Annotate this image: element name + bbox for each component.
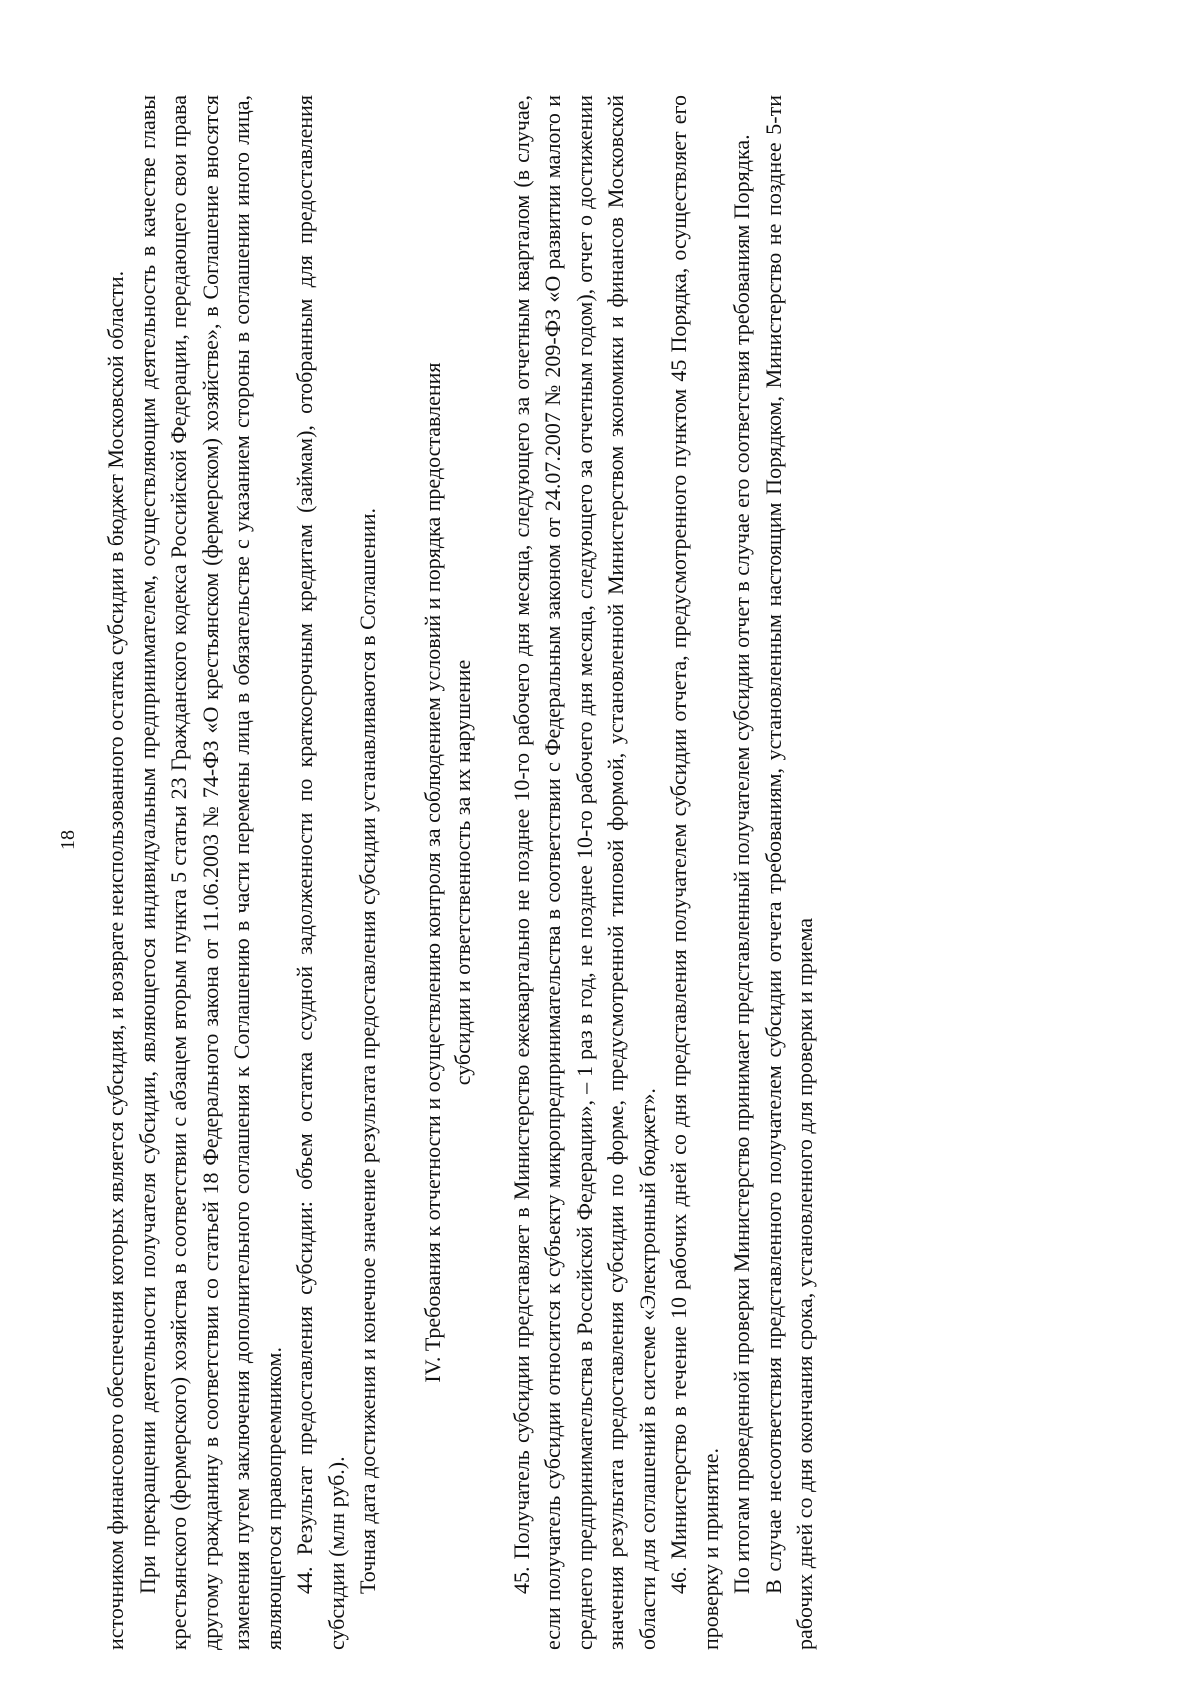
paragraph-item-45: 45. Получатель субсидии представляет в Министерство ежеквартально не позднее 10-го рабочего дня месяца, следующего за отчетным кварталом (в случае, если получатель субсидии относится к субъекту микропредпринимательства в соответствии с Федеральным законом от 24.07.2007 № 209-ФЗ «О развитии малого и среднего предпринимательства в Российской Федерации», – 1 раз в год, не позднее 10-го рабочего дня месяца, следующего за отчетным годом), отчет о достижении значения результата предоставления субсидии по форме, предусмотренной типовой формой, установленной Министерством экономики и финансов Московской области для соглашений в системе «Электронный бюджет». bbox=[508, 95, 660, 1650]
paragraph-continuation: источником финансового обеспечения которых является субсидия, и возврате неиспользованного остатка субсидии в бюджет Московской области. bbox=[103, 270, 128, 1650]
paragraph-noncompliance: В случае несоответствия представленного получателем субсидии отчета требованиям, установленным настоящим Порядком, Министерство не позднее 5-ти рабочих дней со дня окончания срока, установленного для проверки и приема bbox=[760, 95, 817, 1650]
document-body bbox=[100, 95, 821, 1650]
rotated-content bbox=[100, 95, 1000, 1650]
page-number: 18 bbox=[57, 830, 79, 850]
paragraph-check-results: По итогам проведенной проверки Министерство принимает представленный получателем субсидии отчет в случае его соответствия требованиям Порядка. bbox=[729, 134, 754, 1594]
paragraph-item-44: 44. Результат предоставления субсидии: объем остатка ссудной задолженности по краткосрочным кредитам (займам), отобранным для предоставления субсидии (млн руб.). bbox=[292, 95, 349, 1650]
paragraph-termination: При прекращении деятельности получателя субсидии, являющегося индивидуальным предпринимателем, осуществляющим деятельность в качестве главы крестьянского (фермерского) хозяйства в соответствии с абзацем вторым пункта 5 статьи 23 Гражданского кодекса Российской Федерации, передающего свои права другому гражданину в соответствии со статьей 18 Федерального закона от 11.06.2003 № 74-ФЗ «О крестьянском (фермерском) хозяйстве», в Соглашение вносятся изменения путем заключения дополнительного соглашения к Соглашению в части перемены лица в обязательстве с указанием стороны в соглашении иного лица, являющегося правопреемником. bbox=[134, 95, 286, 1650]
paragraph-item-46: 46. Министерство в течение 10 рабочих дней со дня представления получателем субсидии отчета, предусмотренного пунктом 45 Порядка, осуществляет его проверку и принятие. bbox=[666, 95, 723, 1650]
section-heading-line-2: субсидии и ответственность за их нарушение bbox=[449, 659, 475, 1086]
section-heading bbox=[418, 95, 478, 1650]
section-heading-line-1: IV. Требования к отчетности и осуществлению контроля за соблюдением условий и порядка предоставления bbox=[419, 362, 445, 1383]
paragraph-result-date: Точная дата достижения и конечное значение результата предоставления субсидии устанавливаются в Соглашении. bbox=[355, 508, 380, 1594]
